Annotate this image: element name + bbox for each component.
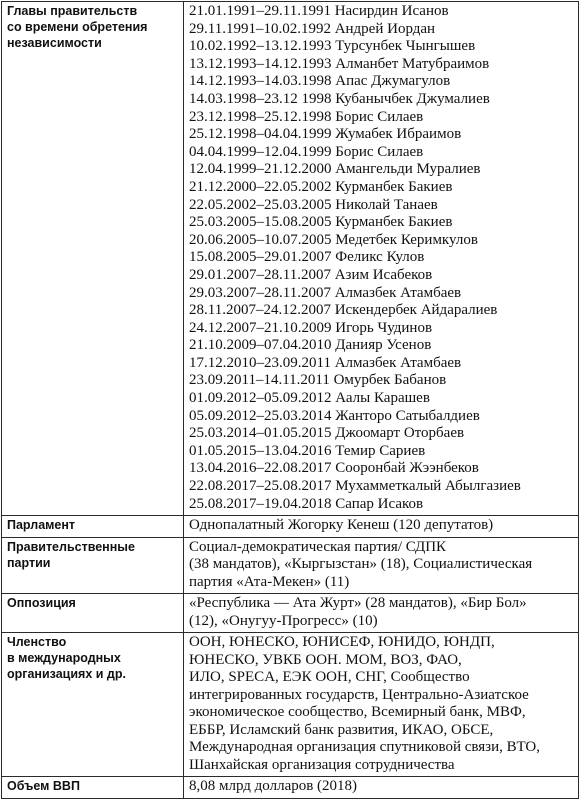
- head-of-government-entry: 01.09.2012–05.09.2012 Аалы Карашев: [189, 390, 430, 407]
- row-government-parties: [2, 537, 579, 594]
- head-of-government-entry: 25.12.1998–04.04.1999 Жумабек Ибраимов: [189, 126, 462, 143]
- label-line: Правительственные: [7, 539, 135, 554]
- head-of-government-entry: 12.04.1999–21.12.2000 Амангельди Муралиев: [189, 161, 481, 178]
- label-line: организациях и др.: [7, 667, 126, 682]
- head-of-government-entry: 25.08.2017–19.04.2018 Сапар Исаков: [189, 495, 424, 512]
- head-of-government-entry: 29.01.2007–28.11.2007 Азим Исабеков: [189, 266, 433, 283]
- value-line: (38 мандатов), «Кыргызстан» (18), Социалистическая: [189, 556, 533, 573]
- row-heads-of-government: [2, 2, 579, 516]
- head-of-government-entry: 25.03.2014–01.05.2015 Джоомарт Оторбаев: [189, 425, 465, 442]
- label-line: со времени обретения: [7, 20, 148, 34]
- head-of-government-entry: 14.12.1993–14.03.1998 Апас Джумагулов: [189, 73, 451, 90]
- label-line: в международных: [7, 651, 121, 666]
- label-opposition: Оппозиция: [2, 594, 184, 633]
- value-gdp: 8,08 млрд долларов (2018): [184, 777, 579, 799]
- value-line: Международная организация спутниковой связи, ВТО,: [189, 739, 540, 756]
- head-of-government-entry: 29.03.2007–28.11.2007 Алмазбек Атамбаев: [189, 284, 462, 301]
- head-of-government-entry: 22.05.2002–25.03.2005 Николай Танаев: [189, 196, 438, 213]
- value-line: ЮНЕСКО, УВКБ ООН. МОМ, ВОЗ, ФАО,: [189, 651, 462, 668]
- label-line: независимости: [7, 36, 102, 50]
- head-of-government-entry: 04.04.1999–12.04.1999 Борис Силаев: [189, 143, 424, 160]
- value-government-parties: [184, 537, 579, 594]
- row-gdp: [2, 777, 579, 799]
- value-line: (12), «Онугуу-Прогресс» (10): [189, 612, 378, 629]
- label-line: Членство: [7, 635, 67, 650]
- label-heads-of-government: [2, 2, 184, 516]
- head-of-government-entry: 15.08.2005–29.01.2007 Феликс Кулов: [189, 249, 425, 266]
- head-of-government-entry: 23.12.1998–25.12.1998 Борис Силаев: [189, 108, 424, 125]
- head-of-government-entry: 24.12.2007–21.10.2009 Игорь Чудинов: [189, 319, 433, 336]
- head-of-government-entry: 28.11.2007–24.12.2007 Искендербек Айдаралиев: [189, 302, 498, 319]
- value-line: Социал-демократическая партия/ СДПК: [189, 538, 447, 555]
- value-line: «Республика — Ата Журт» (28 мандатов), «Бир Бол»: [189, 595, 527, 612]
- label-parliament: Парламент: [2, 516, 184, 538]
- value-line: ООН, ЮНЕСКО, ЮНИСЕФ, ЮНИДО, ЮНДП,: [189, 634, 495, 651]
- value-parliament: Однопалатный Жогорку Кенеш (120 депутатов): [184, 516, 579, 538]
- head-of-government-entry: 20.06.2005–10.07.2005 Медетбек Керимкулов: [189, 231, 478, 248]
- head-of-government-entry: 14.03.1998–23.12 1998 Кубанычбек Джумалиев: [189, 90, 490, 107]
- head-of-government-entry: 25.03.2005–15.08.2005 Курманбек Бакиев: [189, 214, 453, 231]
- label-line: Главы правительств: [7, 4, 138, 18]
- head-of-government-entry: 13.04.2016–22.08.2017 Сооронбай Жээнбеков: [189, 460, 479, 477]
- head-of-government-entry: 23.09.2011–14.11.2011 Омурбек Бабанов: [189, 372, 447, 389]
- row-parliament: [2, 516, 579, 538]
- value-line: ИЛО, SPECA, ЕЭК ООН, СНГ, Сообщество: [189, 669, 470, 686]
- head-of-government-entry: 21.01.1991–29.11.1991 Насирдин Исанов: [189, 3, 449, 19]
- head-of-government-entry: 01.05.2015–13.04.2016 Темир Сариев: [189, 442, 426, 459]
- head-of-government-entry: 21.12.2000–22.05.2002 Курманбек Бакиев: [189, 178, 453, 195]
- value-line: экономическое сообщество, Всемирный банк, МВФ,: [189, 704, 526, 721]
- value-membership: [184, 633, 579, 777]
- head-of-government-entry: 13.12.1993–14.12.1993 Алманбет Матубраимов: [189, 55, 490, 72]
- value-opposition: [184, 594, 579, 633]
- head-of-government-entry: 21.10.2009–07.04.2010 Данияр Усенов: [189, 337, 432, 354]
- head-of-government-entry: 17.12.2010–23.09.2011 Алмазбек Атамбаев: [189, 354, 462, 371]
- label-membership: [2, 633, 184, 777]
- label-line: партии: [7, 555, 51, 570]
- heads-of-government-list: [184, 2, 579, 516]
- value-line: ЕББР, Исламский банк развития, ИКАО, ОБСЕ,: [189, 721, 494, 738]
- row-opposition: [2, 594, 579, 633]
- head-of-government-entry: 05.09.2012–25.03.2014 Жанторо Сатыбалдиев: [189, 407, 480, 424]
- country-info-table: [1, 1, 579, 799]
- head-of-government-entry: 10.02.1992–13.12.1993 Турсунбек Чынгышев: [189, 38, 476, 55]
- row-membership: [2, 633, 579, 777]
- value-line: интегрированных государств, Центрально-Азиатское: [189, 686, 529, 703]
- head-of-government-entry: 29.11.1991–10.02.1992 Андрей Иордан: [189, 20, 436, 37]
- label-gdp: Объем ВВП: [2, 777, 184, 799]
- label-government-parties: [2, 537, 184, 594]
- value-line: партия «Ата-Мекен» (11): [189, 573, 350, 590]
- head-of-government-entry: 22.08.2017–25.08.2017 Мухамметкалый Абылгазиев: [189, 478, 521, 495]
- value-line: Шанхайская организация сотрудничества: [189, 756, 455, 773]
